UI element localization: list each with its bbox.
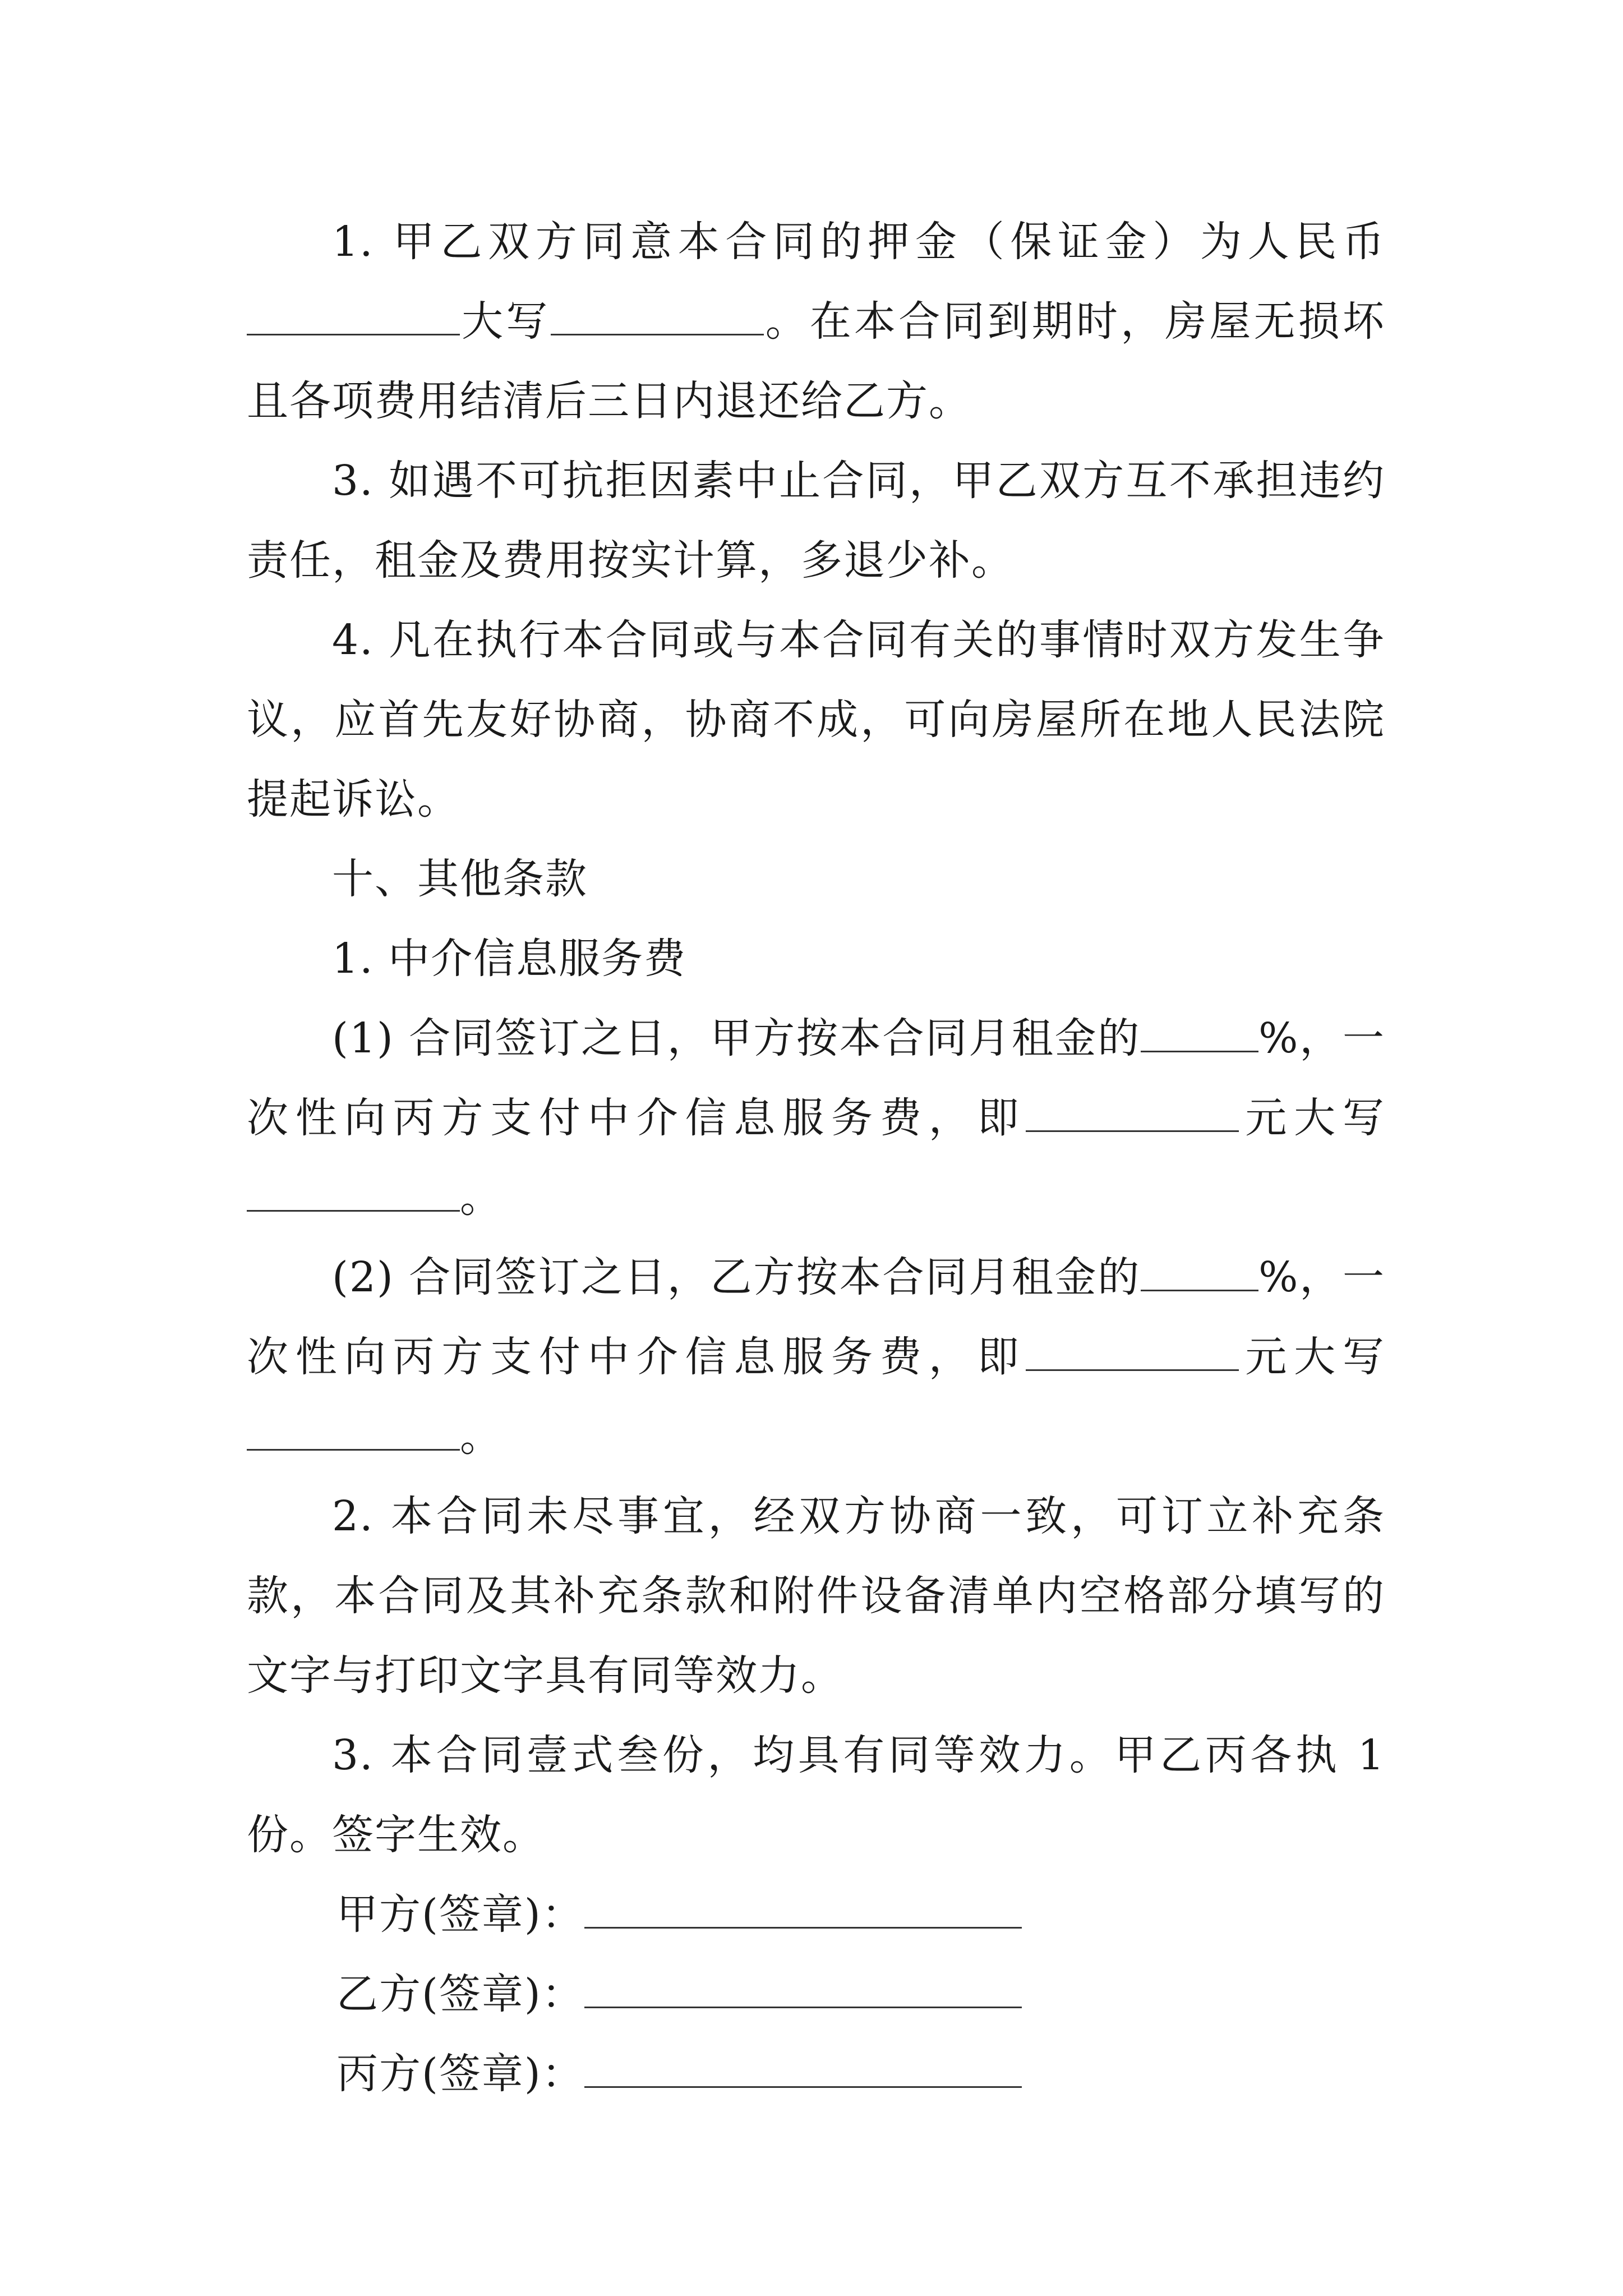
clause-deposit-mid: 大写 [460, 297, 551, 346]
fee-a-text-2: %，一次性向丙方支付中介信息服务费，即 [247, 1014, 1385, 1142]
clause-dispute: 4. 凡在执行本合同或与本合同有关的事情时双方发生争议，应首先友好协商，协商不成，可向房屋所在地人民法院提起诉讼。 [247, 616, 1385, 823]
fee-a-percent-blank [1141, 1017, 1258, 1052]
fee-a-amount-blank [1026, 1097, 1239, 1132]
section-10-heading: 十、其他条款 [332, 855, 588, 903]
item-2-supplementary: 2. 本合同未尽事宜，经双方协商一致，可订立补充条款，本合同及其补充条款和附件设备清单内空格部分填写的文字与打印文字具有同等效力。 [247, 1492, 1385, 1700]
signature-party-a [247, 1875, 1385, 1954]
signature-party-b-line [584, 1973, 1022, 2008]
fee-clause-party-b [247, 1237, 1385, 1476]
signature-party-b [247, 1954, 1385, 2034]
clause-deposit [247, 202, 1385, 441]
fee-clause-party-a [247, 999, 1385, 1237]
fee-a-text-4: 。 [460, 1174, 502, 1222]
clause-deposit-tail: 。在本合同到期时，房屋无损坏且各项费用结清后三日内退还给乙方。 [247, 297, 1386, 425]
clause-force-majeure: 3. 如遇不可抗拒因素中止合同，甲乙双方互不承担违约责任，租金及费用按实计算，多退少补。 [247, 457, 1385, 585]
fee-b-text-3: 元大写 [1239, 1333, 1386, 1381]
deposit-amount-blank [247, 300, 460, 335]
document-page [247, 202, 1385, 2114]
fee-b-text-4: 。 [460, 1412, 502, 1461]
signature-party-c-label: 丙方(签章)： [336, 2050, 584, 2098]
fee-b-percent-blank [1141, 1256, 1258, 1291]
item-3-copies: 3. 本合同壹式叁份，均具有同等效力。甲乙丙各执 1 份。签字生效。 [247, 1731, 1385, 1859]
item-1-heading: 1. 中介信息服务费 [332, 935, 687, 983]
clause-deposit-intro: 1. 甲乙双方同意本合同的押金（保证金）为人民币 [332, 218, 1385, 266]
signature-party-c [247, 2034, 1385, 2114]
signature-party-b-label: 乙方(签章)： [336, 1970, 584, 2018]
fee-a-words-blank [247, 1176, 460, 1212]
signature-party-c-line [584, 2053, 1022, 2088]
fee-a-text-1: (1) 合同签订之日，甲方按本合同月租金的 [332, 1014, 1141, 1062]
signature-party-a-label: 甲方(签章)： [336, 1890, 584, 1939]
fee-b-amount-blank [1026, 1336, 1239, 1371]
signature-party-a-line [584, 1893, 1022, 1929]
fee-b-text-1: (2) 合同签订之日，乙方按本合同月租金的 [332, 1253, 1141, 1301]
fee-b-words-blank [247, 1415, 460, 1451]
fee-b-text-2: %，一次性向丙方支付中介信息服务费，即 [247, 1253, 1385, 1381]
fee-a-text-3: 元大写 [1239, 1094, 1386, 1142]
deposit-amount-words-blank [551, 300, 764, 335]
